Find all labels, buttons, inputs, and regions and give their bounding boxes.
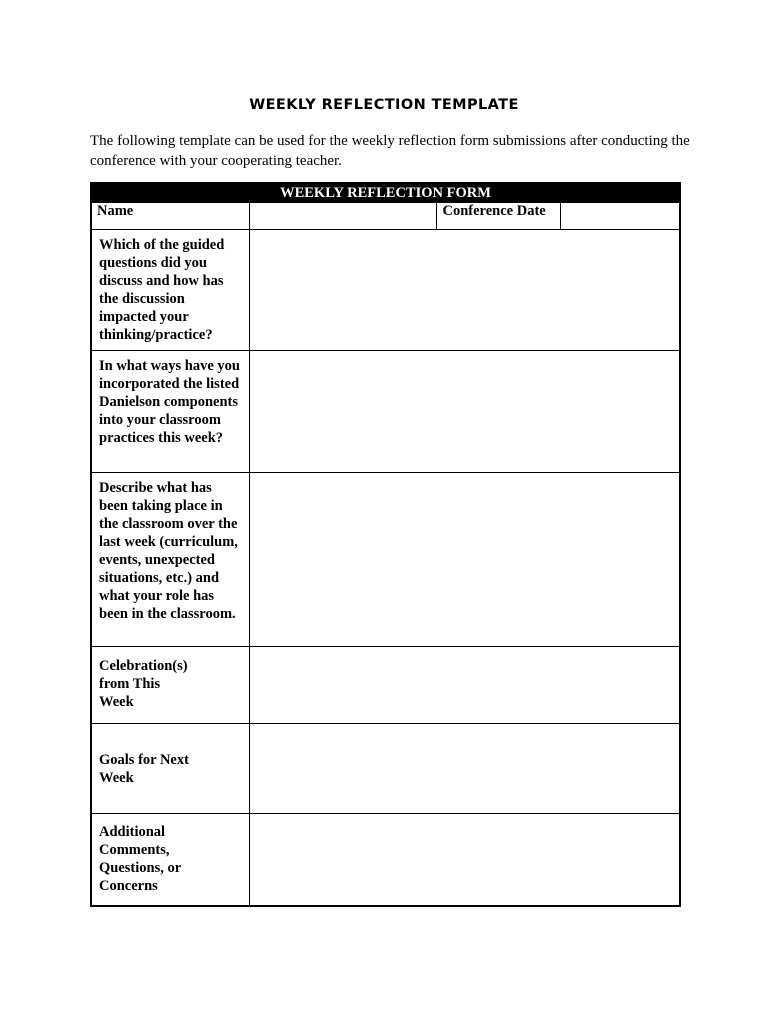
answer-guided-questions[interactable] — [249, 230, 680, 351]
conference-date-field[interactable] — [560, 203, 680, 230]
document-title: WEEKLY REFLECTION TEMPLATE — [249, 97, 519, 113]
name-label: Name — [91, 203, 249, 230]
answer-classroom-description[interactable] — [249, 473, 680, 647]
conference-date-label: Conference Date — [436, 203, 560, 230]
question-celebrations: Celebration(s) from This Week — [91, 647, 249, 724]
question-classroom-description: Describe what has been taking place in the classroom over the last week (curriculum, events, unexpected situations, etc.) and what your role has been in the classroom. — [91, 473, 249, 647]
question-danielson-components: In what ways have you incorporated the listed Danielson components into your classroom practices this week? — [91, 351, 249, 473]
question-guided-questions: Which of the guided questions did you discuss and how has the discussion impacted your thinking/practice? — [91, 230, 249, 351]
name-field[interactable] — [249, 203, 436, 230]
answer-danielson-components[interactable] — [249, 351, 680, 473]
intro-paragraph: The following template can be used for the weekly reflection form submissions after conducting the conference with your cooperating teacher. — [90, 133, 690, 169]
answer-goals[interactable] — [249, 724, 680, 814]
question-goals: Goals for Next Week — [91, 724, 249, 814]
answer-additional-comments[interactable] — [249, 814, 680, 906]
answer-celebrations[interactable] — [249, 647, 680, 724]
question-additional-comments: Additional Comments, Questions, or Concerns — [91, 814, 249, 906]
form-header: WEEKLY REFLECTION FORM — [91, 183, 680, 203]
reflection-form-table — [90, 182, 681, 907]
